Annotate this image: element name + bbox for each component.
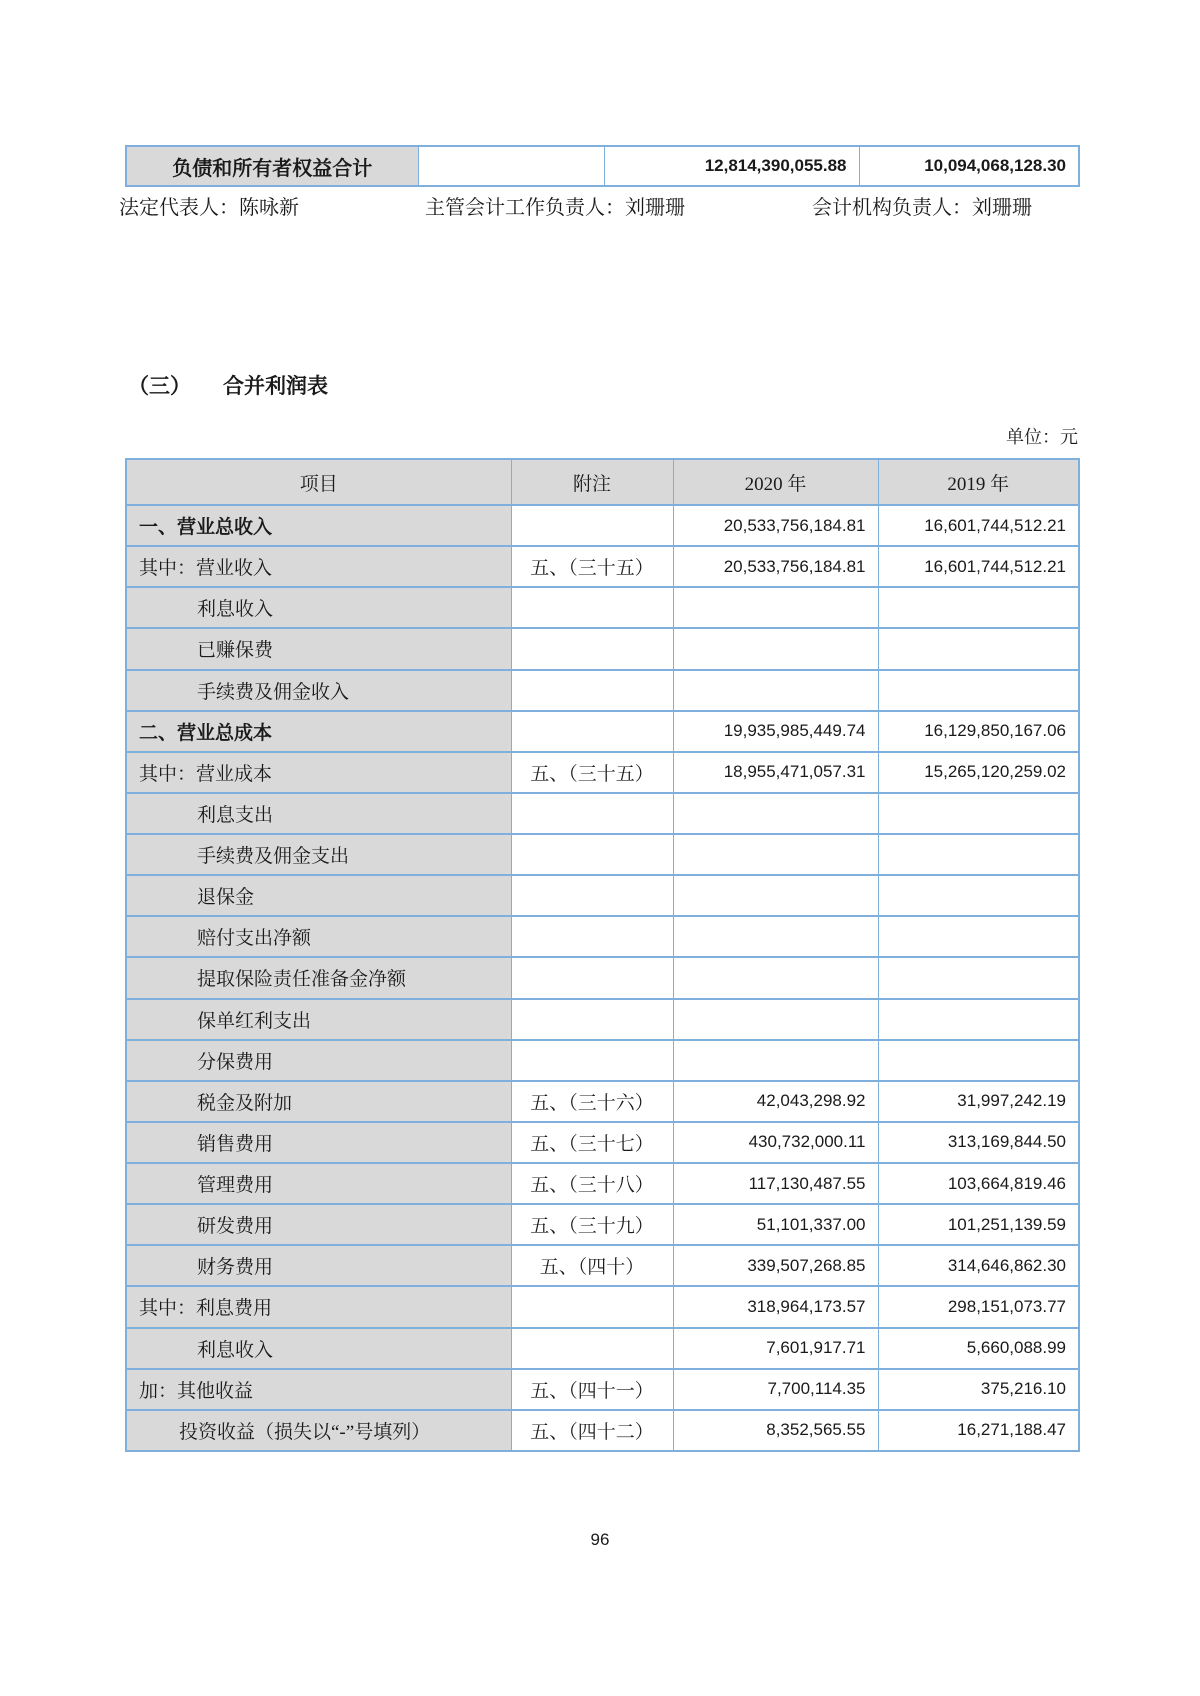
balance-total-label: 负债和所有者权益合计 <box>126 146 418 186</box>
balance-total-row <box>126 146 1079 186</box>
note-cell <box>511 875 673 916</box>
balance-total-2019-cell: 10,094,068,128.30 <box>859 146 1079 186</box>
table-row <box>126 587 1079 628</box>
value-2019-cell <box>878 834 1079 875</box>
value-2020-cell: 339,507,268.85 <box>673 1245 878 1286</box>
table-row <box>126 752 1079 793</box>
item-cell: 其中：营业收入 <box>126 546 511 587</box>
value-2019-cell: 16,129,850,167.06 <box>878 711 1079 752</box>
value-2019-cell: 16,601,744,512.21 <box>878 505 1079 546</box>
note-cell: 五、（四十二） <box>511 1410 673 1451</box>
value-2019-cell <box>878 999 1079 1040</box>
item-cell: 其中：利息费用 <box>126 1286 511 1327</box>
item-cell: 手续费及佣金收入 <box>126 670 511 711</box>
value-2019-cell: 16,271,188.47 <box>878 1410 1079 1451</box>
note-cell <box>511 999 673 1040</box>
value-2020-cell <box>673 875 878 916</box>
value-2019-cell <box>878 793 1079 834</box>
note-cell <box>511 587 673 628</box>
table-row <box>126 916 1079 957</box>
header-2020: 2020 年 <box>673 459 878 505</box>
value-2020-cell <box>673 793 878 834</box>
balance-total-table <box>125 145 1080 187</box>
value-2020-cell: 318,964,173.57 <box>673 1286 878 1327</box>
value-2020-cell: 20,533,756,184.81 <box>673 505 878 546</box>
table-row <box>126 875 1079 916</box>
item-cell: 利息收入 <box>126 587 511 628</box>
value-2020-cell: 18,955,471,057.31 <box>673 752 878 793</box>
value-2020-cell: 430,732,000.11 <box>673 1122 878 1163</box>
note-cell: 五、（三十八） <box>511 1163 673 1204</box>
item-cell: 退保金 <box>126 875 511 916</box>
value-2020-cell: 19,935,985,449.74 <box>673 711 878 752</box>
item-cell: 保单红利支出 <box>126 999 511 1040</box>
value-2019-cell: 298,151,073.77 <box>878 1286 1079 1327</box>
note-cell: 五、（三十五） <box>511 752 673 793</box>
note-cell <box>511 834 673 875</box>
value-2020-cell <box>673 834 878 875</box>
value-2019-cell: 375,216.10 <box>878 1369 1079 1410</box>
item-cell: 税金及附加 <box>126 1081 511 1122</box>
table-row <box>126 999 1079 1040</box>
note-cell: 五、（三十七） <box>511 1122 673 1163</box>
table-row <box>126 670 1079 711</box>
header-note: 附注 <box>511 459 673 505</box>
value-2019-cell: 101,251,139.59 <box>878 1204 1079 1245</box>
table-row <box>126 546 1079 587</box>
value-2019-cell <box>878 628 1079 669</box>
header-2019: 2019 年 <box>878 459 1079 505</box>
item-cell: 分保费用 <box>126 1040 511 1081</box>
item-cell: 财务费用 <box>126 1245 511 1286</box>
item-cell: 利息支出 <box>126 793 511 834</box>
value-2019-cell <box>878 587 1079 628</box>
value-2019-cell: 31,997,242.19 <box>878 1081 1079 1122</box>
table-row <box>126 1122 1079 1163</box>
value-2019-cell: 15,265,120,259.02 <box>878 752 1079 793</box>
value-2020-cell <box>673 957 878 998</box>
note-cell <box>511 1328 673 1369</box>
value-2019-cell: 16,601,744,512.21 <box>878 546 1079 587</box>
note-cell <box>511 916 673 957</box>
table-row <box>126 1081 1079 1122</box>
header-item: 项目 <box>126 459 511 505</box>
legal-representative-signature: 法定代表人：陈咏新 <box>119 197 299 219</box>
value-2020-cell: 7,601,917.71 <box>673 1328 878 1369</box>
income-table-header-row <box>126 459 1079 505</box>
note-cell: 五、（三十六） <box>511 1081 673 1122</box>
item-cell: 利息收入 <box>126 1328 511 1369</box>
note-cell: 五、（四十一） <box>511 1369 673 1410</box>
note-cell: 五、（三十九） <box>511 1204 673 1245</box>
value-2019-cell <box>878 875 1079 916</box>
item-cell: 赔付支出净额 <box>126 916 511 957</box>
value-2019-cell <box>878 957 1079 998</box>
chief-accounting-signature: 主管会计工作负责人：刘珊珊 <box>425 197 685 219</box>
item-cell: 管理费用 <box>126 1163 511 1204</box>
item-cell: 加：其他收益 <box>126 1369 511 1410</box>
note-cell <box>511 711 673 752</box>
item-cell: 一、营业总收入 <box>126 505 511 546</box>
value-2020-cell: 20,533,756,184.81 <box>673 546 878 587</box>
note-cell: 五、（四十） <box>511 1245 673 1286</box>
value-2020-cell <box>673 999 878 1040</box>
note-cell <box>511 793 673 834</box>
table-row <box>126 1410 1079 1451</box>
note-cell <box>511 957 673 998</box>
value-2020-cell: 117,130,487.55 <box>673 1163 878 1204</box>
income-statement-table <box>125 458 1080 1452</box>
table-row <box>126 1328 1079 1369</box>
value-2019-cell: 103,664,819.46 <box>878 1163 1079 1204</box>
value-2020-cell: 7,700,114.35 <box>673 1369 878 1410</box>
value-2020-cell <box>673 670 878 711</box>
item-cell: 销售费用 <box>126 1122 511 1163</box>
table-row <box>126 1163 1079 1204</box>
item-cell: 手续费及佣金支出 <box>126 834 511 875</box>
value-2020-cell: 42,043,298.92 <box>673 1081 878 1122</box>
item-cell: 提取保险责任准备金净额 <box>126 957 511 998</box>
balance-total-note-cell <box>418 146 604 186</box>
value-2020-cell <box>673 1040 878 1081</box>
value-2020-cell <box>673 916 878 957</box>
item-cell: 研发费用 <box>126 1204 511 1245</box>
item-cell: 二、营业总成本 <box>126 711 511 752</box>
value-2019-cell <box>878 670 1079 711</box>
balance-total-2020-cell: 12,814,390,055.88 <box>604 146 859 186</box>
value-2020-cell <box>673 587 878 628</box>
table-row <box>126 834 1079 875</box>
income-table-body <box>126 505 1079 1451</box>
note-cell <box>511 1040 673 1081</box>
value-2019-cell: 5,660,088.99 <box>878 1328 1079 1369</box>
table-row <box>126 793 1079 834</box>
section-number: （三） <box>128 374 191 398</box>
unit-label: 单位：元 <box>1006 427 1078 447</box>
accounting-head-signature: 会计机构负责人：刘珊珊 <box>812 197 1032 219</box>
item-cell: 已赚保费 <box>126 628 511 669</box>
table-row <box>126 1245 1079 1286</box>
table-row <box>126 957 1079 998</box>
value-2019-cell: 313,169,844.50 <box>878 1122 1079 1163</box>
note-cell: 五、（三十五） <box>511 546 673 587</box>
table-row <box>126 1204 1079 1245</box>
signature-line <box>0 196 1200 220</box>
note-cell <box>511 670 673 711</box>
note-cell <box>511 1286 673 1327</box>
section-title: 合并利润表 <box>223 374 328 398</box>
value-2019-cell <box>878 916 1079 957</box>
item-cell: 其中：营业成本 <box>126 752 511 793</box>
value-2020-cell: 8,352,565.55 <box>673 1410 878 1451</box>
section-heading <box>128 372 328 400</box>
value-2019-cell <box>878 1040 1079 1081</box>
value-2019-cell: 314,646,862.30 <box>878 1245 1079 1286</box>
note-cell <box>511 628 673 669</box>
table-row <box>126 628 1079 669</box>
table-row <box>126 1286 1079 1327</box>
table-row <box>126 711 1079 752</box>
note-cell <box>511 505 673 546</box>
table-row <box>126 505 1079 546</box>
value-2020-cell: 51,101,337.00 <box>673 1204 878 1245</box>
value-2020-cell <box>673 628 878 669</box>
page-number: 96 <box>590 1530 610 1549</box>
table-row <box>126 1369 1079 1410</box>
item-cell: 投资收益（损失以“-”号填列） <box>126 1410 511 1451</box>
table-row <box>126 1040 1079 1081</box>
